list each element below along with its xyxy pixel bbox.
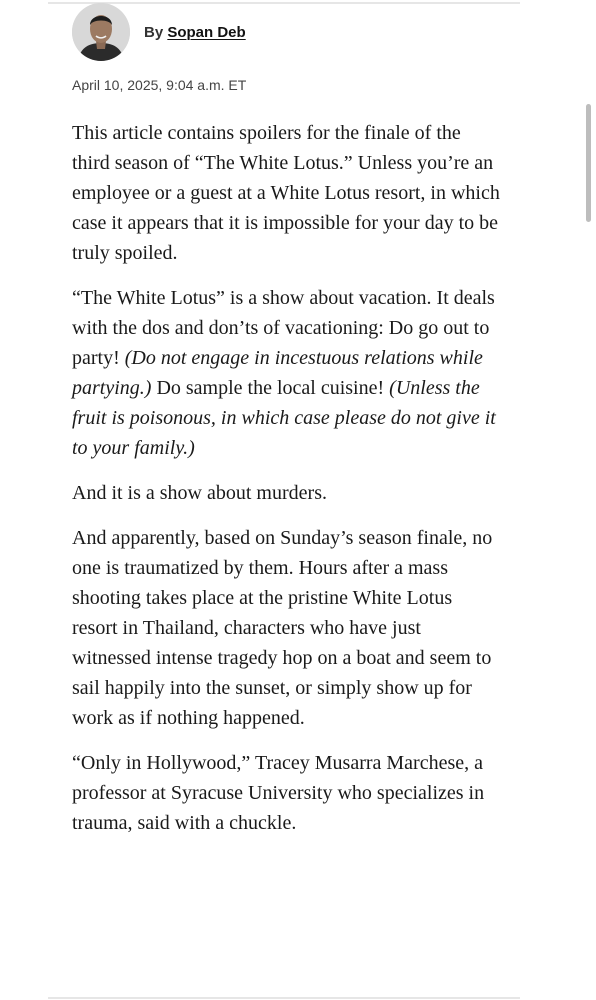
article-body (72, 118, 502, 853)
author-headshot-icon (72, 3, 130, 61)
byline (72, 3, 246, 61)
author-avatar[interactable] (72, 3, 130, 61)
scrollbar-thumb[interactable] (586, 104, 591, 222)
paragraph-2 (72, 283, 502, 463)
byline-prefix: By (144, 23, 168, 41)
paragraph-2-aside-2: (Unless the fruit is poisonous, in which case please do not give it to your family.) (72, 377, 496, 459)
paragraph-2-aside-1: (Do not engage in incestuous relations while partying.) (72, 347, 483, 399)
author-link[interactable]: Sopan Deb (167, 23, 246, 41)
paragraph-1: This article contains spoilers for the finale of the third season of “The White Lotus.” Unless you’re an employee or a guest at a White Lotus resort, in which case it appears that it is impossible for your day to be truly spoiled. (72, 122, 500, 264)
bottom-divider (48, 997, 520, 999)
publish-timestamp: April 10, 2025, 9:04 a.m. ET (72, 77, 247, 93)
byline-text (144, 24, 246, 41)
paragraph-2-text-a: “The White Lotus” is a show about vacation. It deals with the dos and don’ts of vacationing: Do go out to party! (72, 287, 495, 369)
paragraph-4: And apparently, based on Sunday’s season finale, no one is traumatized by them. Hours after a mass shooting takes place at the pristine White Lotus resort in Thailand, characters who have just witnessed intense tragedy hop on a boat and seem to sail happily into the sunset, or simply show up for work as if nothing happened. (72, 527, 493, 729)
paragraph-2-text-b: Do sample the local cuisine! (151, 377, 390, 399)
paragraph-3: And it is a show about murders. (72, 482, 327, 504)
paragraph-5: “Only in Hollywood,” Tracey Musarra Marchese, a professor at Syracuse University who specializes in trauma, said with a chuckle. (72, 752, 485, 834)
